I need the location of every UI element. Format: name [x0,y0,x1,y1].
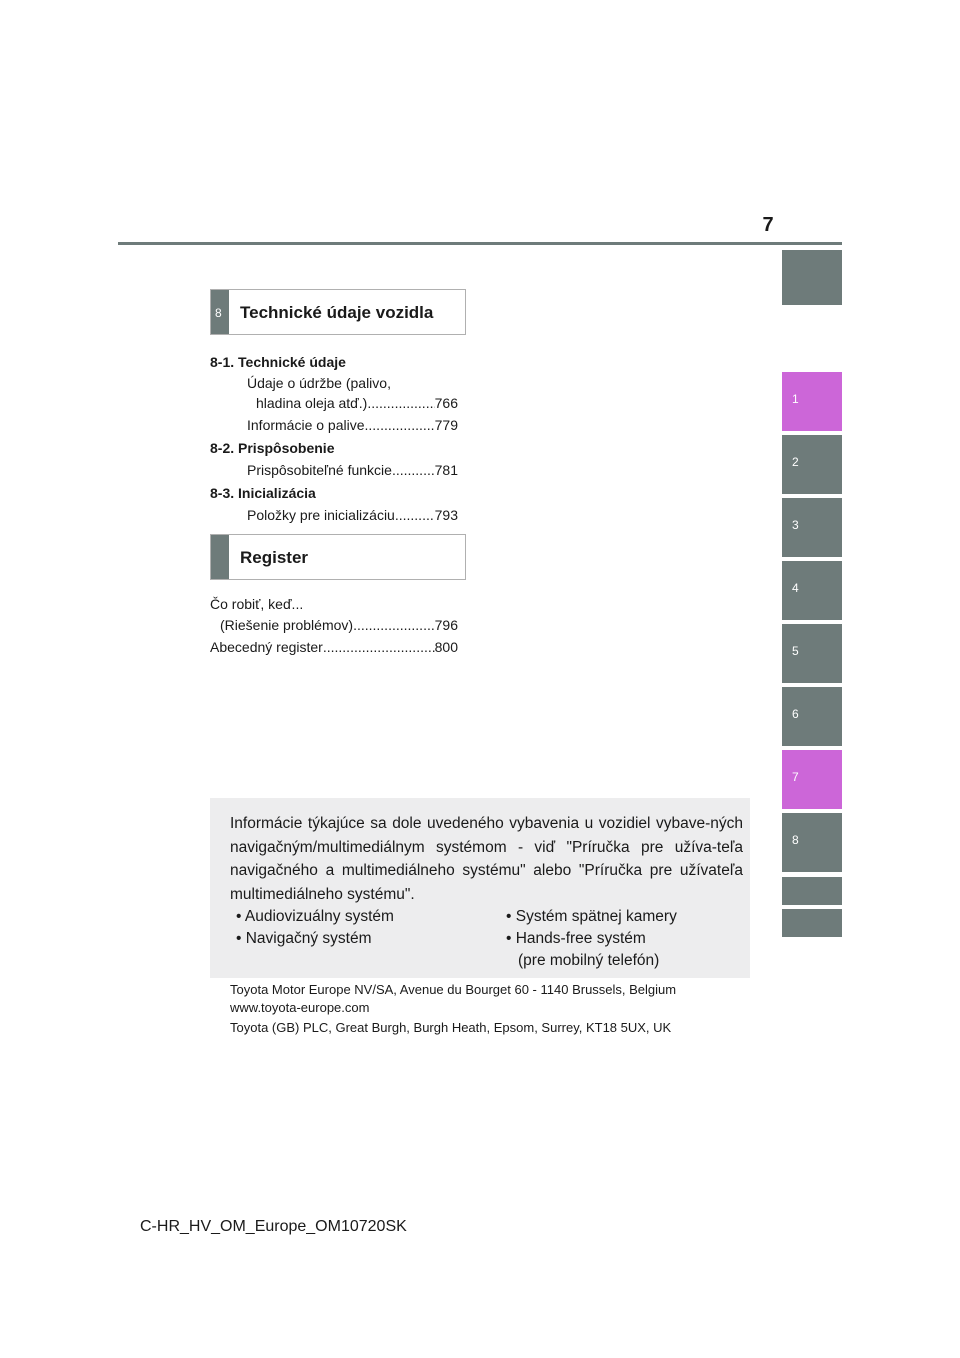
toc-subsection-8-3: 8-3. Inicializácia [210,485,316,501]
toc-entry[interactable]: Abecedný register ..... 800 [210,637,458,657]
section-title: Register [240,548,309,567]
toc-subsection-8-1: 8-1. Technické údaje [210,354,346,370]
chapter-tab-7[interactable]: 7 [782,750,842,809]
page-number: 7 [762,214,774,236]
chapter-tab-4[interactable]: 4 [782,561,842,620]
section-badge [211,535,229,579]
header-rule [118,242,842,245]
chapter-tab-blank-b[interactable] [782,909,842,937]
bullet-item-continuation: (pre mobilný telefón) [518,952,660,969]
bullet-item: • Systém spätnej kamery [506,908,677,925]
bullet-item: • Hands-free systém [506,930,646,947]
chapter-tab-blank-a[interactable] [782,877,842,905]
chapter-tab-3[interactable]: 3 [782,498,842,557]
chapter-tab-6[interactable]: 6 [782,687,842,746]
chapter-tab-8[interactable]: 8 [782,813,842,872]
section-title: Technické údaje vozidla [240,303,434,322]
chapter-tab-5[interactable]: 5 [782,624,842,683]
info-text: Informácie týkajúce sa dole uvedeného vybavenia u vozidiel vybave-ných navigačným/multimediálnym systémom - viď "Príručka pre užíva-teľa navigačného a multimediálneho systému" alebo "Príručka pre užívateľa multimediálneho systému". [230,815,743,903]
address-line: Toyota Motor Europe NV/SA, Avenue du Bourget 60 - 1140 Brussels, Belgium [230,982,677,997]
toc-entry[interactable]: (Riešenie problémov) ..... 796 [220,615,458,635]
register-header [210,534,466,580]
chapter-tab-1[interactable]: 1 [782,372,842,431]
toc-entry[interactable]: Čo robiť, keď... [210,596,304,612]
toc-entry[interactable]: Údaje o údržbe (palivo, [247,375,391,391]
address-line: Toyota (GB) PLC, Great Burgh, Burgh Heath, Epsom, Surrey, KT18 5UX, UK [230,1020,672,1035]
toc-entry[interactable]: hladina oleja atď.) ..... 766 [256,393,458,413]
website-text: www.toyota-europe.com [230,1000,370,1015]
toc-entry[interactable]: Prispôsobiteľné funkcie ..... 781 [247,460,458,480]
chapter-tab-blank-top[interactable] [782,250,842,305]
chapter-tab-2[interactable]: 2 [782,435,842,494]
toc-subsection-8-2: 8-2. Prispôsobenie [210,440,335,456]
document-code: C-HR_HV_OM_Europe_OM10720SK [140,1218,407,1235]
info-box [210,798,750,978]
toc-entry[interactable]: Položky pre inicializáciu ..... 793 [247,505,458,525]
bullet-item: • Navigačný systém [236,930,372,947]
bullet-item: • Audiovizuálny systém [236,908,394,925]
section-number-badge: 8 [211,290,229,334]
toc-entry[interactable]: Informácie o palive ..... 779 [247,415,458,435]
section-8-header [210,289,466,335]
